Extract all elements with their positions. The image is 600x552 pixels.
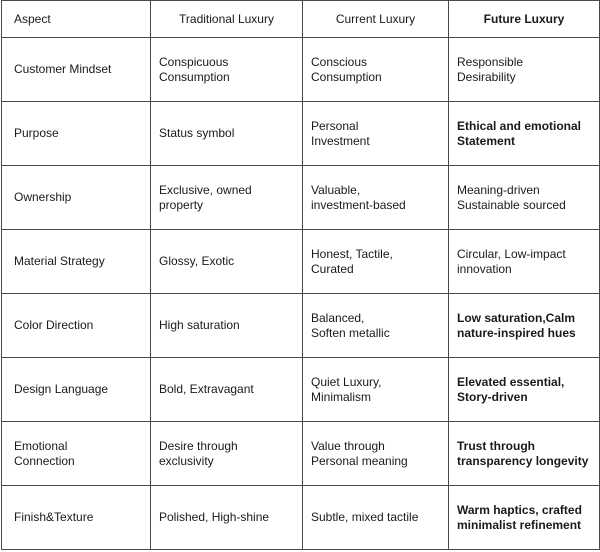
traditional-cell: Conspicuous Consumption (151, 38, 303, 102)
future-cell: Responsible Desirability (449, 38, 600, 102)
aspect-cell: Material Strategy (2, 230, 151, 294)
header-traditional-luxury: Traditional Luxury (151, 1, 303, 38)
current-cell: Personal Investment (303, 102, 449, 166)
luxury-comparison-table (1, 0, 600, 550)
table-row (2, 358, 600, 422)
future-cell: Meaning-driven Sustainable sourced (449, 166, 600, 230)
table-row (2, 486, 600, 550)
table-body (2, 38, 600, 550)
current-cell: Honest, Tactile, Curated (303, 230, 449, 294)
table-row (2, 166, 600, 230)
current-cell: Subtle, mixed tactile (303, 486, 449, 550)
future-cell: Trust through transparency longevity (449, 422, 600, 486)
traditional-cell: High saturation (151, 294, 303, 358)
header-aspect: Aspect (2, 1, 151, 38)
traditional-cell: Bold, Extravagant (151, 358, 303, 422)
traditional-cell: Polished, High-shine (151, 486, 303, 550)
future-cell: Elevated essential, Story-driven (449, 358, 600, 422)
traditional-cell: Desire through exclusivity (151, 422, 303, 486)
table-row (2, 294, 600, 358)
table-row (2, 38, 600, 102)
traditional-cell: Glossy, Exotic (151, 230, 303, 294)
current-cell: Conscious Consumption (303, 38, 449, 102)
aspect-cell: Ownership (2, 166, 151, 230)
aspect-cell: Emotional Connection (2, 422, 151, 486)
future-cell: Ethical and emotional Statement (449, 102, 600, 166)
current-cell: Valuable, investment-based (303, 166, 449, 230)
aspect-cell: Color Direction (2, 294, 151, 358)
traditional-cell: Status symbol (151, 102, 303, 166)
future-cell: Warm haptics, crafted minimalist refinement (449, 486, 600, 550)
table-row (2, 422, 600, 486)
header-future-luxury: Future Luxury (449, 1, 600, 38)
aspect-cell: Design Language (2, 358, 151, 422)
traditional-cell: Exclusive, owned property (151, 166, 303, 230)
aspect-cell: Finish&Texture (2, 486, 151, 550)
future-cell: Low saturation,Calm nature-inspired hues (449, 294, 600, 358)
table-row (2, 230, 600, 294)
current-cell: Quiet Luxury, Minimalism (303, 358, 449, 422)
aspect-cell: Purpose (2, 102, 151, 166)
future-cell: Circular, Low-impact innovation (449, 230, 600, 294)
header-current-luxury: Current Luxury (303, 1, 449, 38)
current-cell: Balanced, Soften metallic (303, 294, 449, 358)
current-cell: Value through Personal meaning (303, 422, 449, 486)
table-row (2, 102, 600, 166)
aspect-cell: Customer Mindset (2, 38, 151, 102)
header-row (2, 1, 600, 38)
